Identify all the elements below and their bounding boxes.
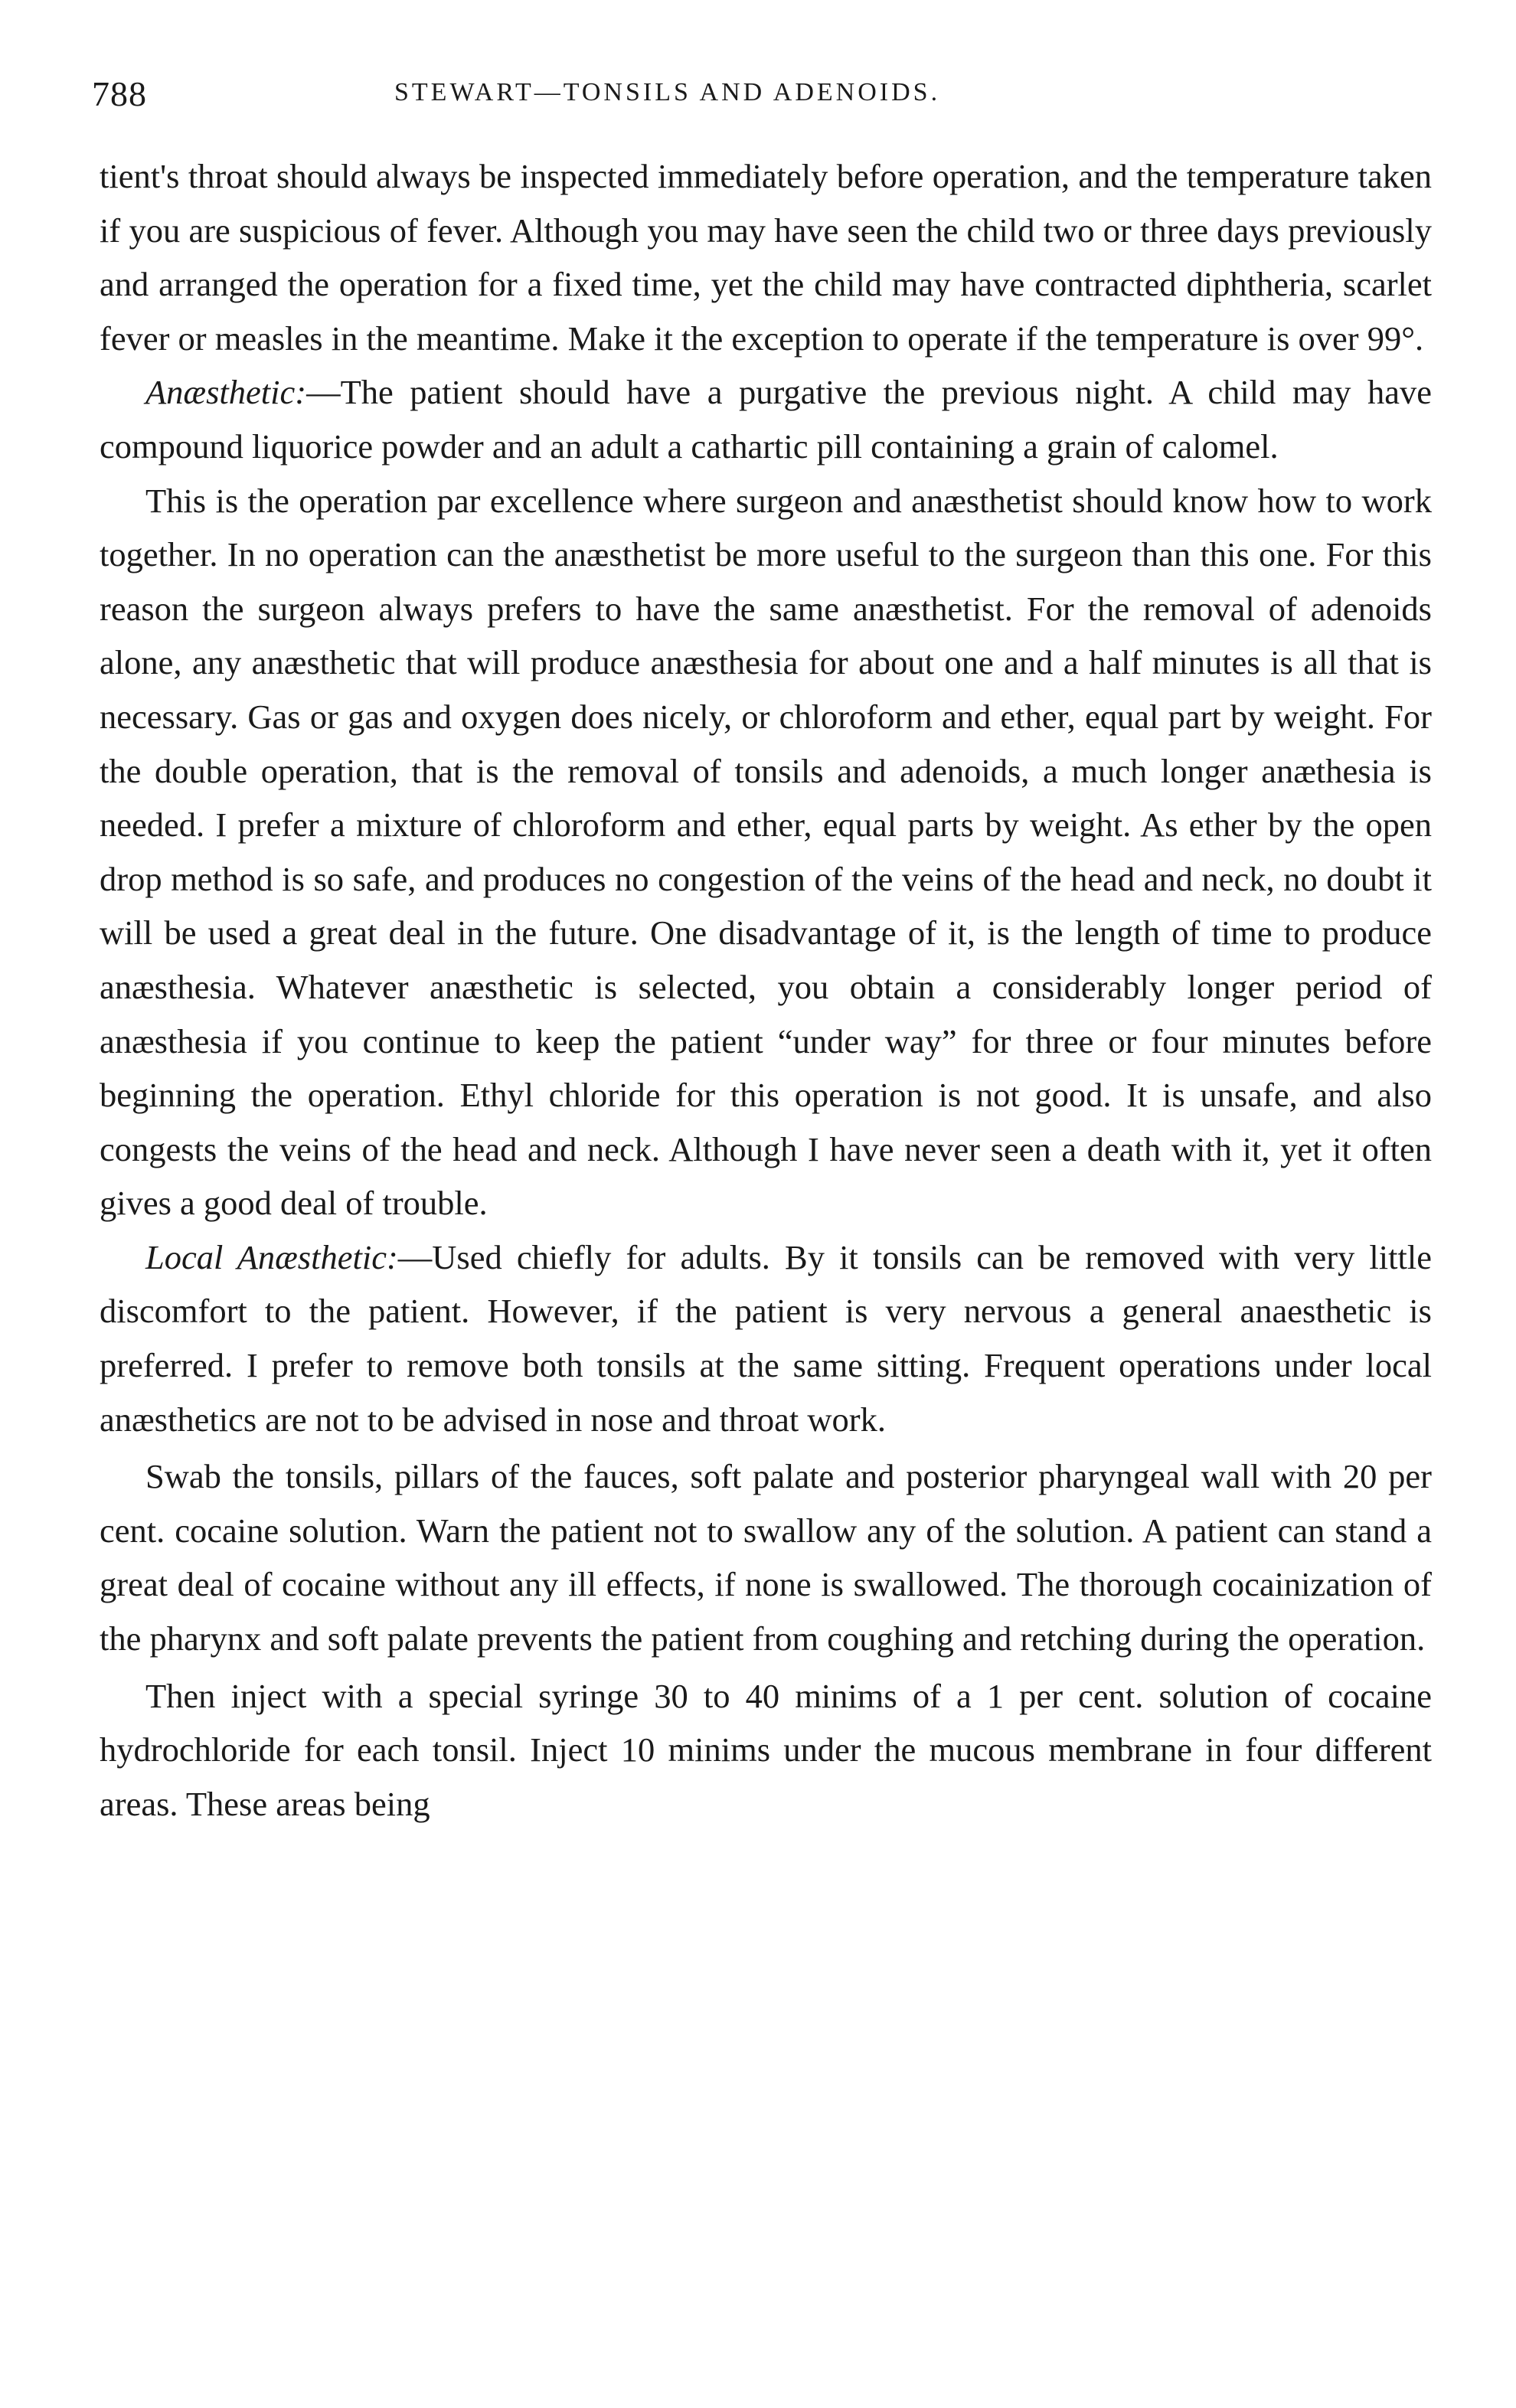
paragraph-text: Then inject with a special syringe 30 to 40 minims of a 1 per cent. solution of cocaine hydrochloride for each tonsil. Inject 10 minims under the mucous membrane in four different areas. These areas being <box>100 1676 1432 1823</box>
paragraph-anaesthetic <box>100 365 1432 473</box>
section-lead-anaesthetic: Anæsthetic: <box>145 373 307 412</box>
paragraph-inject <box>100 1669 1432 1831</box>
paragraph-text: —Used chiefly for adults. By it tonsils can be removed with very little discomfort to the patient. However, if the patient is very nervous a general anaesthetic is preferred. I prefer to remove both tonsils at the same sitting. Frequent operations under local anæsthetics are not to be advised in nose and throat work. <box>100 1237 1432 1439</box>
paragraph-text: Swab the tonsils, pillars of the fauces, soft palate and posterior pharyngeal wall with 20 per cent. cocaine solution. Warn the patient not to swallow any of the solution. A patient can stand a great deal of cocaine without any ill effects, if none is swallowed. The thorough cocainization of the pharynx and soft palate prevents the patient from coughing and retching during the operation. <box>100 1457 1432 1658</box>
running-title: STEWART—TONSILS AND ADENOIDS. <box>394 78 941 106</box>
paragraph-local-anaesthetic <box>100 1230 1432 1446</box>
paragraph-swab <box>100 1449 1432 1665</box>
paragraph-operation-par-excellence <box>100 474 1432 1230</box>
paragraph-continuation <box>100 149 1432 365</box>
paragraph-text: —The patient should have a purgative the previous night. A child may have compound liquorice powder and an adult a cathartic pill containing a grain of calomel. <box>100 373 1432 466</box>
paragraph-text: This is the operation par excellence where surgeon and anæsthetist should know how to work together. In no operation can the anæsthetist be more useful to the surgeon than this one. For this reason the surgeon always prefers to have the same anæsthetist. For the removal of adenoids alone, any anæsthetic that will produce anæsthesia for about one and a half minutes is all that is necessary. Gas or gas and oxygen does nicely, or chloroform and ether, equal part by weight. For the double operation, that is the removal of tonsils and adenoids, a much longer anæthesia is needed. I prefer a mixture of chloroform and ether, equal parts by weight. As ether by the open drop method is so safe, and produces no congestion of the veins of the head and neck, no doubt it will be used a great deal in the future. One disadvantage of it, is the length of time to produce anæsthesia. Whatever anæsthetic is selected, you obtain a considerably longer period of anæsthesia if you continue to keep the patient “under way” for three or four minutes before beginning the operation. Ethyl chloride for this operation is not good. It is unsafe, and also congests the veins of the head and neck. Although I have never seen a death with it, yet it often gives a good deal of trouble. <box>100 481 1432 1223</box>
body-text <box>100 149 1432 1831</box>
book-page <box>92 0 1432 2408</box>
section-lead-local-anaesthetic: Local Anæsthetic: <box>145 1237 398 1276</box>
running-head <box>92 74 1432 119</box>
page-number: 788 <box>92 74 147 113</box>
paragraph-text: tient's throat should always be inspected immediately before operation, and the temperature taken if you are suspicious of fever. Although you may have seen the child two or three days previously and arranged the operation for a fixed time, yet the child may have contracted diphtheria, scarlet fever or measles in the meantime. Make it the exception to operate if the temperature is over 99°. <box>100 157 1432 358</box>
